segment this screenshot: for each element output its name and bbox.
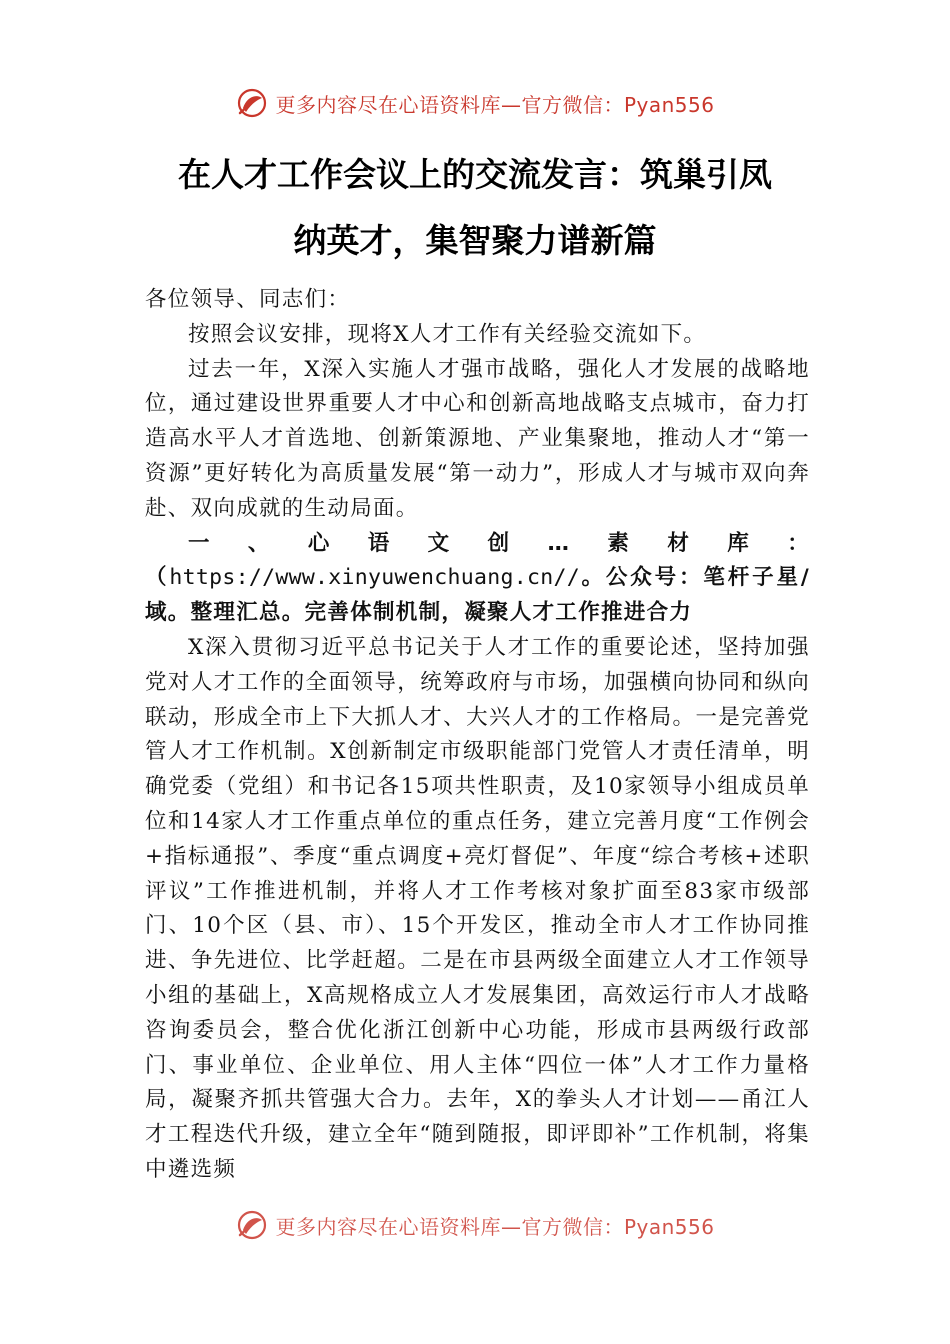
watermark-text: 更多内容尽在心语资料库—官方微信：Pyan556 <box>275 92 715 117</box>
section-heading-1 <box>145 527 810 631</box>
section-heading-rest: 。公众号：笔杆子星/域。整理汇总。完善体制机制，凝聚人才工作推进合力 <box>145 565 810 626</box>
document-title <box>130 142 820 274</box>
pen-swirl-logo-icon <box>235 1208 269 1242</box>
watermark-text: 更多内容尽在心语资料库—官方微信：Pyan556 <box>275 1214 715 1239</box>
salutation: 各位领导、同志们： <box>145 287 351 312</box>
watermark-footer <box>0 1208 950 1242</box>
paragraph-intro: 按照会议安排，现将X人才工作有关经验交流如下。 <box>188 321 707 347</box>
source-link[interactable]: https://www.xinyuwenchuang.cn// <box>169 565 580 591</box>
title-line-1: 在人才工作会议上的交流发言：筑巢引凤 <box>178 155 772 194</box>
paragraph-summary: 过去一年，X深入实施人才强市战略，强化人才发展的战略地位，通过建设世界重要人才中心和创新高地战略支点城市，奋力打造高水平人才首选地、创新策源地、产业集聚地，推动人才“第一资源”更好转化为高质量发展“第一动力”，形成人才与城市双向奔赴、双向成就的生动局面。 <box>145 356 810 521</box>
document-body <box>145 283 810 1188</box>
paragraph-section-1: X深入贯彻习近平总书记关于人才工作的重要论述，坚持加强党对人才工作的全面领导，统筹政府与市场，加强横向协同和纵向联动，形成全市上下大抓人才、大兴人才的工作格局。一是完善党管人才工作机制。X创新制定市级职能部门党管人才责任清单，明确党委（党组）和书记各15项共性职责，及10家领导小组成员单位和14家人才工作重点单位的重点任务，建立完善月度“工作例会+指标通报”、季度“重点调度+亮灯督促”、年度“综合考核+述职评议”工作推进机制，并将人才工作考核对象扩面至83家市级部门、10个区（县、市）、15个开发区，推动全市人才工作协同推进、争先进位、比学赶超。二是在市县两级全面建立人才工作领导小组的基础上，X高规格成立人才发展集团，高效运行市人才战略咨询委员会，整合优化浙江创新中心功能，形成市县两级行政部门、事业单位、企业单位、用人主体“四位一体”人才工作力量格局，凝聚齐抓共管强大合力。去年，X的拳头人才计划——甬江人才工程迭代升级，建立全年“随到随报，即评即补”工作机制，将集中遴选频 <box>145 634 810 1182</box>
pen-swirl-logo-icon <box>235 86 269 120</box>
section-heading-lead: 一、心语文创…素材库：（ <box>145 530 810 591</box>
watermark-header <box>0 86 950 120</box>
title-line-2: 纳英才，集智聚力谱新篇 <box>293 221 657 260</box>
